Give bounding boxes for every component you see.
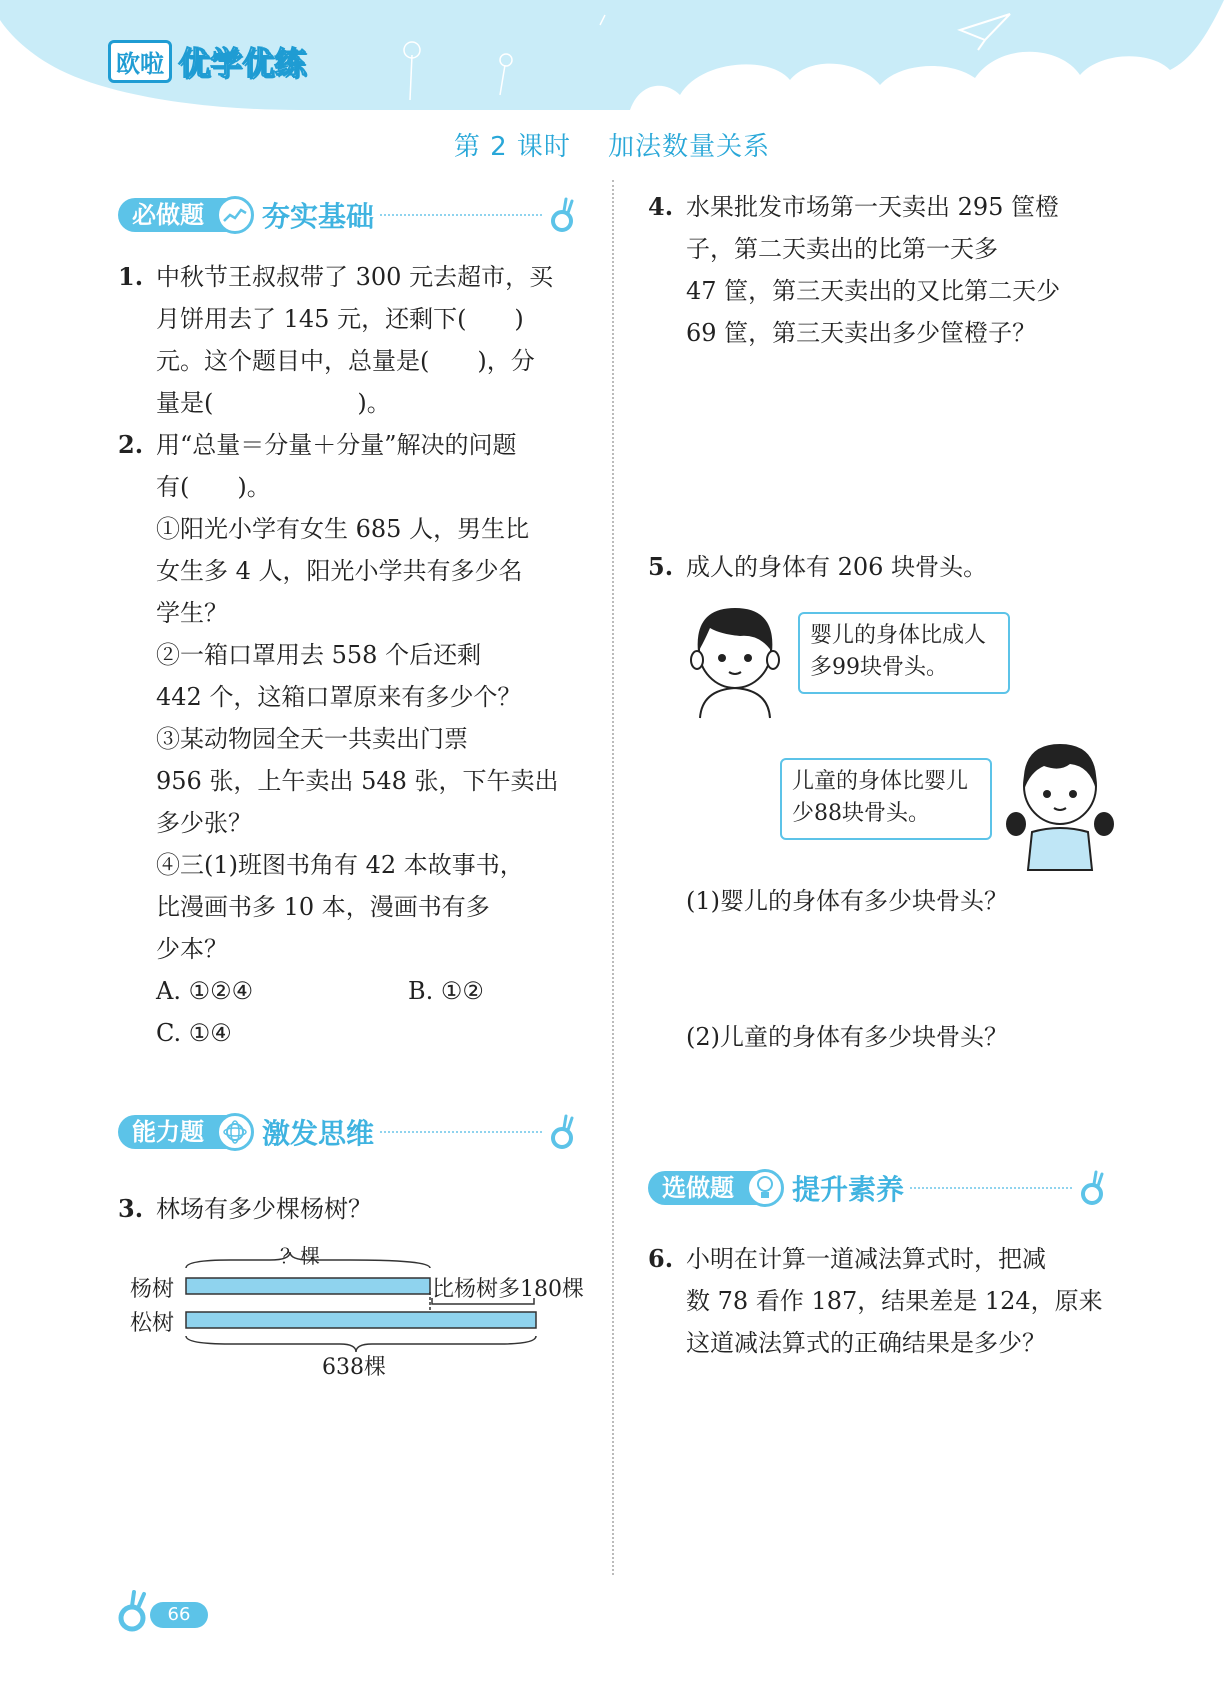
question-text-line: (1)婴儿的身体有多少块骨头？ (686, 887, 1008, 915)
ok-hand-icon (548, 195, 578, 235)
question-2 (118, 424, 598, 1047)
option-item-2-line: ②一箱口罩用去 558 个后还剩 (156, 641, 482, 669)
diagram-row-label-poplar: 杨树 (130, 1277, 175, 1302)
question-text-line: 月饼用去了 145 元，还剩下( ) (156, 305, 524, 333)
section-pill: 必做题 (118, 198, 234, 232)
section-title: 激发思维 (262, 1117, 375, 1150)
question-text-line: 量是( )。 (156, 389, 391, 417)
question-4 (648, 186, 1128, 366)
question-5 (648, 546, 1128, 588)
question-5-sub-1 (686, 880, 1126, 922)
page-number: 66 (150, 1602, 208, 1628)
girl-illustration (1000, 732, 1120, 872)
question-text-line: 有( )。 (156, 473, 271, 501)
bubble-text-line: 婴儿的身体比成人 (810, 623, 987, 648)
lightbulb-badge-icon (746, 1169, 784, 1207)
option-item-3-line: ③某动物园全天一共卖出门票 (156, 725, 468, 753)
bar-pine (186, 1312, 536, 1328)
question-number: 4. (648, 192, 674, 221)
lesson-number: 第 2 课时 (453, 132, 571, 162)
section-rule (380, 1131, 542, 1133)
girl-speech-bubble (780, 758, 992, 840)
section-rule (380, 214, 542, 216)
diagram-top-label: ？棵 (280, 1244, 320, 1268)
question-6 (648, 1238, 1128, 1368)
diagram-diff-label: 比杨树多180棵 (432, 1277, 584, 1302)
lesson-title (0, 126, 1224, 163)
option-item-3-line: 多少张？ (156, 809, 252, 837)
diagram-bottom-label: 638棵 (322, 1355, 386, 1380)
question-text-line: 林场有多少棵杨树？ (156, 1195, 372, 1223)
question-text-line: 数 78 看作 187，结果差是 124，原来 (686, 1287, 1103, 1315)
brand-logo (108, 38, 306, 84)
brand-logo-mark: 欧啦 (108, 40, 172, 83)
section-title: 提升素养 (792, 1173, 905, 1206)
bubble-text-line: 少88块骨头。 (792, 801, 930, 826)
question-text-line: 水果批发市场第一天卖出 295 筐橙 (686, 193, 1060, 221)
question-5-sub-2 (686, 1016, 1126, 1058)
question-number: 2. (118, 430, 144, 459)
question-number: 1. (118, 262, 144, 291)
segment-diagram (130, 1240, 600, 1380)
option-item-1-line: ①阳光小学有女生 685 人，男生比 (156, 515, 530, 543)
segment-diagram-drawing (130, 1240, 600, 1380)
question-number: 6. (648, 1244, 674, 1273)
ok-hand-icon (1078, 1168, 1108, 1208)
diagram-row-label-pine: 松树 (130, 1311, 175, 1336)
question-number: 3. (118, 1194, 144, 1223)
question-text-line: 子，第二天卖出的比第一天多 (686, 235, 998, 263)
option-item-4-line: 比漫画书多 10 本，漫画书有多 (156, 893, 490, 921)
section-pill: 选做题 (648, 1171, 764, 1205)
question-text-line: 这道减法算式的正确结果是多少？ (686, 1329, 1046, 1357)
chart-badge-icon (216, 196, 254, 234)
question-1 (118, 256, 598, 436)
question-text-line: 用“总量＝分量＋分量”解决的问题 (156, 431, 517, 459)
section-header-optional (648, 1168, 1108, 1208)
question-text-line: 元。这个题目中，总量是( )，分 (156, 347, 535, 375)
bubble-text-line: 儿童的身体比婴儿 (792, 769, 969, 794)
question-text-line: 成人的身体有 206 块骨头。 (686, 553, 988, 581)
section-header-basic (118, 195, 578, 235)
boy-illustration (680, 598, 790, 726)
question-number: 5. (648, 552, 674, 581)
question-text-line: 中秋节王叔叔带了 300 元去超市，买 (156, 263, 554, 291)
section-title: 夯实基础 (262, 200, 375, 233)
question-text-line: (2)儿童的身体有多少块骨头？ (686, 1023, 1008, 1051)
section-rule (910, 1187, 1072, 1189)
choice-a: A. ①②④ (156, 977, 254, 1005)
option-item-2-line: 442 个，这箱口罩原来有多少个？ (156, 683, 522, 711)
bar-poplar (186, 1278, 430, 1294)
question-text-line: 小明在计算一道减法算式时，把减 (686, 1245, 1046, 1273)
choice-b: B. ①② (408, 977, 484, 1005)
section-pill: 能力题 (118, 1115, 234, 1149)
boy-speech-bubble (798, 612, 1010, 694)
question-3 (118, 1188, 598, 1230)
question-text-line: 47 筐，第三天卖出的又比第二天少 (686, 277, 1061, 305)
lesson-name: 加法数量关系 (608, 132, 771, 162)
bubble-text-line: 多99块骨头。 (810, 655, 948, 680)
option-item-1-line: 学生？ (156, 599, 228, 627)
choice-c: C. ①④ (156, 1019, 232, 1047)
column-divider (612, 180, 614, 1575)
ok-hand-icon (548, 1112, 578, 1152)
brain-badge-icon (216, 1113, 254, 1151)
option-item-1-line: 女生多 4 人，阳光小学共有多少名 (156, 557, 523, 585)
section-header-ability (118, 1112, 578, 1152)
option-item-4-line: ④三(1)班图书角有 42 本故事书， (156, 851, 524, 879)
brand-logo-name: 优学优练 (178, 44, 307, 82)
option-item-4-line: 少本？ (156, 935, 228, 963)
option-item-3-line: 956 张，上午卖出 548 张，下午卖出 (156, 767, 559, 795)
question-text-line: 69 筐，第三天卖出多少筐橙子？ (686, 319, 1037, 347)
